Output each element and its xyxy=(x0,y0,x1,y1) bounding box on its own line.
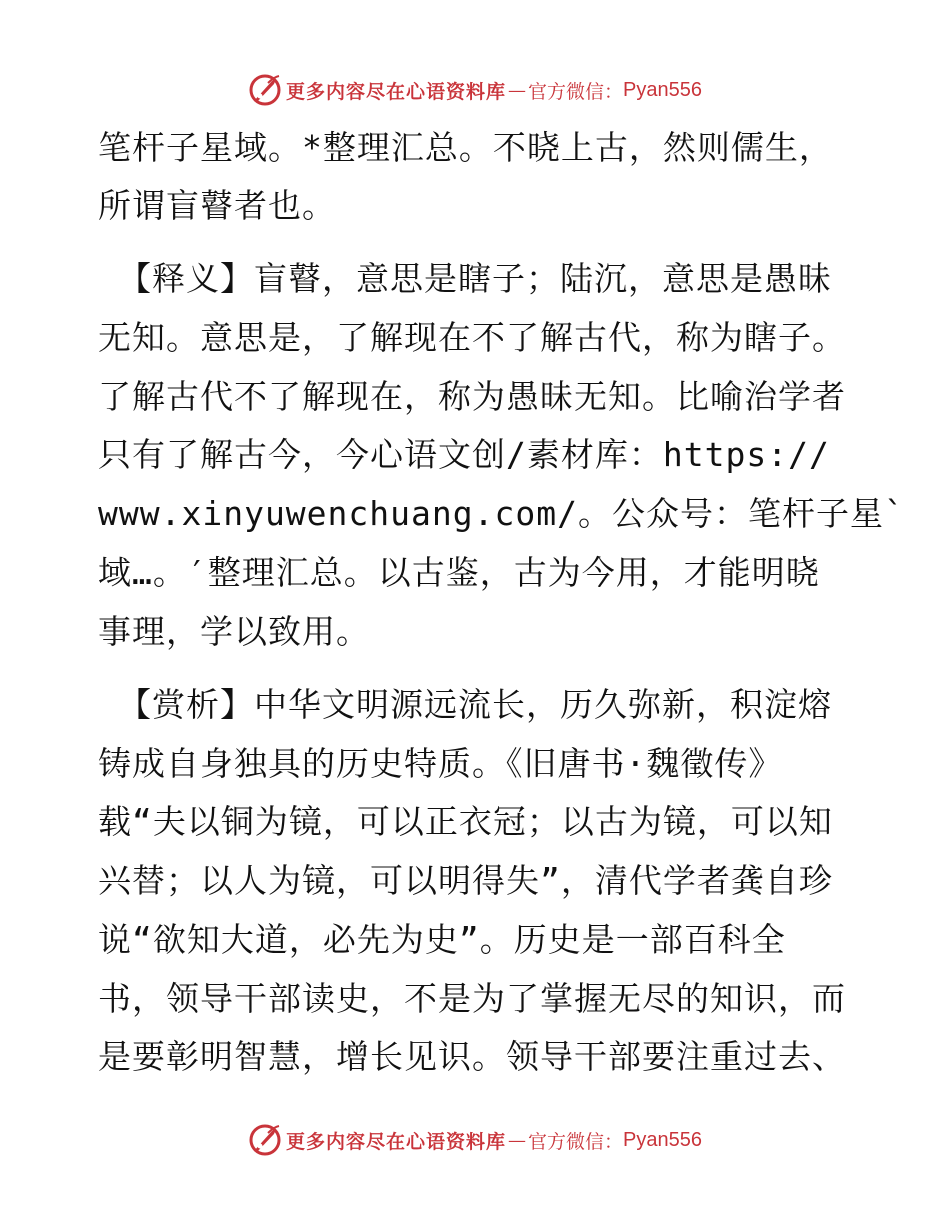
banner-title: 更多内容尽在心语资料库 xyxy=(286,1130,507,1153)
banner-wechat-label: 官方微信： xyxy=(528,1130,624,1153)
banner-separator: — xyxy=(508,1129,527,1151)
body-line: 【释义】盲瞽，意思是瞎子；陆沉，意思是愚昧 xyxy=(118,259,832,298)
footer-banner xyxy=(0,1120,950,1160)
banner-wechat-id: Pyan556 xyxy=(623,78,702,101)
body-line: 所谓盲瞽者也。 xyxy=(98,186,336,225)
body-line: 事理，学以致用。 xyxy=(98,612,370,651)
banner-separator: — xyxy=(508,79,527,101)
banner-title: 更多内容尽在心语资料库 xyxy=(286,80,507,103)
banner-wechat-id: Pyan556 xyxy=(623,1128,702,1151)
body-line: 书，领导干部读史，不是为了掌握无尽的知识，而 xyxy=(98,979,846,1018)
body-line: 说“欲知大道，必先为史”。历史是一部百科全 xyxy=(98,920,786,959)
body-line: 铸成自身独具的历史特质。《旧唐书·魏徵传》 xyxy=(98,744,783,783)
body-line: 兴替；以人为镜，可以明得失”，清代学者龚自珍 xyxy=(98,861,833,900)
body-line: 【赏析】中华文明源远流长，历久弥新，积淀熔 xyxy=(118,685,832,724)
body-line: 了解古代不了解现在，称为愚昧无知。比喻治学者 xyxy=(98,377,846,416)
quill-pen-circle-icon xyxy=(248,1123,282,1157)
body-line: www.xinyuwenchuang.com/。公众号：笔杆子星` xyxy=(98,494,905,533)
body-line: 域…。′整理汇总。以古鉴，古为今用，才能明晓 xyxy=(98,553,820,592)
body-line: 无知。意思是，了解现在不了解古代，称为瞎子。 xyxy=(98,318,846,357)
body-line: 笔杆子星域。*整理汇总。不晓上古，然则儒生， xyxy=(98,128,833,167)
quill-pen-circle-icon xyxy=(248,73,282,107)
body-line: 是要彰明智慧，增长见识。领导干部要注重过去、 xyxy=(98,1037,846,1076)
body-line: 只有了解古今，今心语文创/素材库：https:// xyxy=(98,435,830,474)
body-line: 载“夫以铜为镜，可以正衣冠；以古为镜，可以知 xyxy=(98,802,833,841)
header-banner xyxy=(0,70,950,110)
banner-wechat-label: 官方微信： xyxy=(528,80,624,103)
